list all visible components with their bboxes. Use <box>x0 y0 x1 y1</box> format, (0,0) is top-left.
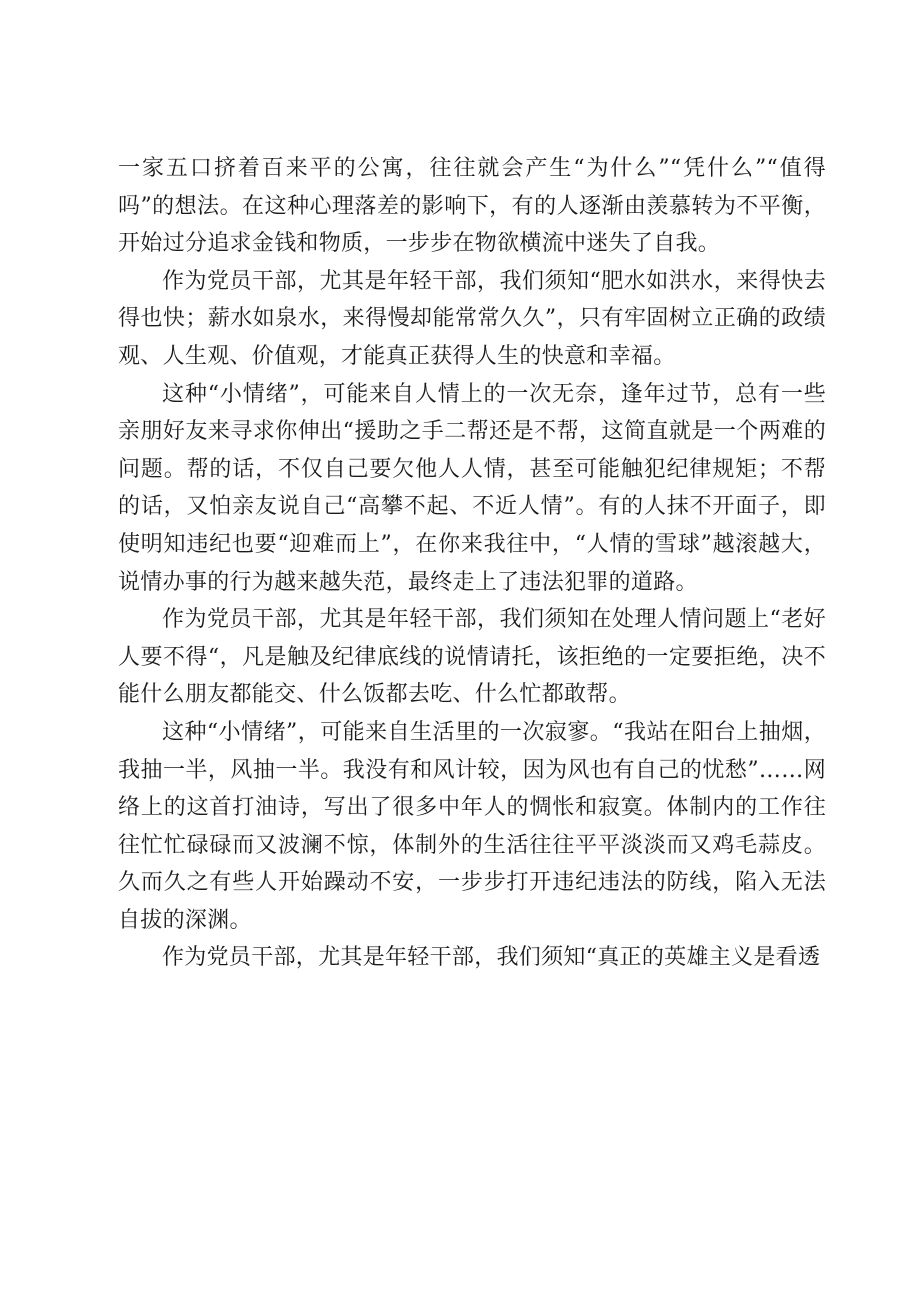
document-body <box>118 150 826 977</box>
paragraph-4: 作为党员干部，尤其是年轻干部，我们须知在处理人情问题上“老好人要不得“，凡是触及纪律底线的说情请托，该拒绝的一定要拒绝，决不能什么朋友都能交、什么饭都去吃、什么忙都敢帮。 <box>118 607 826 708</box>
paragraph-1: 一家五口挤着百来平的公寓，往往就会产生“为什么”“凭什么”“值得吗”的想法。在这种心理落差的影响下，有的人逐渐由羡慕转为不平衡，开始过分追求金钱和物质，一步步在物欲横流中迷失了自我。 <box>118 156 826 257</box>
paragraph-6: 作为党员干部，尤其是年轻干部，我们须知“真正的英雄主义是看透 <box>162 945 821 971</box>
paragraph-5: 这种“小情绪”，可能来自生活里的一次寂寥。“我站在阳台上抽烟，我抽一半，风抽一半。我没有和风计较，因为风也有自己的忧愁”……网络上的这首打油诗，写出了很多中年人的惆怅和寂寞。体制内的工作往往忙忙碌碌而又波澜不惊，体制外的生活往往平平淡淡而又鸡毛蒜皮。久而久之有些人开始躁动不安，一步步打开违纪违法的防线，陷入无法自拔的深渊。 <box>118 719 826 933</box>
paragraph-3: 这种“小情绪”，可能来自人情上的一次无奈，逢年过节，总有一些亲朋好友来寻求你伸出“援助之手二帮还是不帮，这简直就是一个两难的问题。帮的话，不仅自己要欠他人人情，甚至可能触犯纪律规矩；不帮的话，又怕亲友说自己“高攀不起、不近人情”。有的人抹不开面子，即使明知违纪也要“迎难而上”，在你来我往中，“人情的雪球”越滚越大，说情办事的行为越来越失范，最终走上了违法犯罪的道路。 <box>118 381 826 595</box>
paragraph-2: 作为党员干部，尤其是年轻干部，我们须知“肥水如洪水，来得快去得也快；薪水如泉水，来得慢却能常常久久”，只有牢固树立正确的政绩观、人生观、价值观，才能真正获得人生的快意和幸福。 <box>118 268 826 369</box>
